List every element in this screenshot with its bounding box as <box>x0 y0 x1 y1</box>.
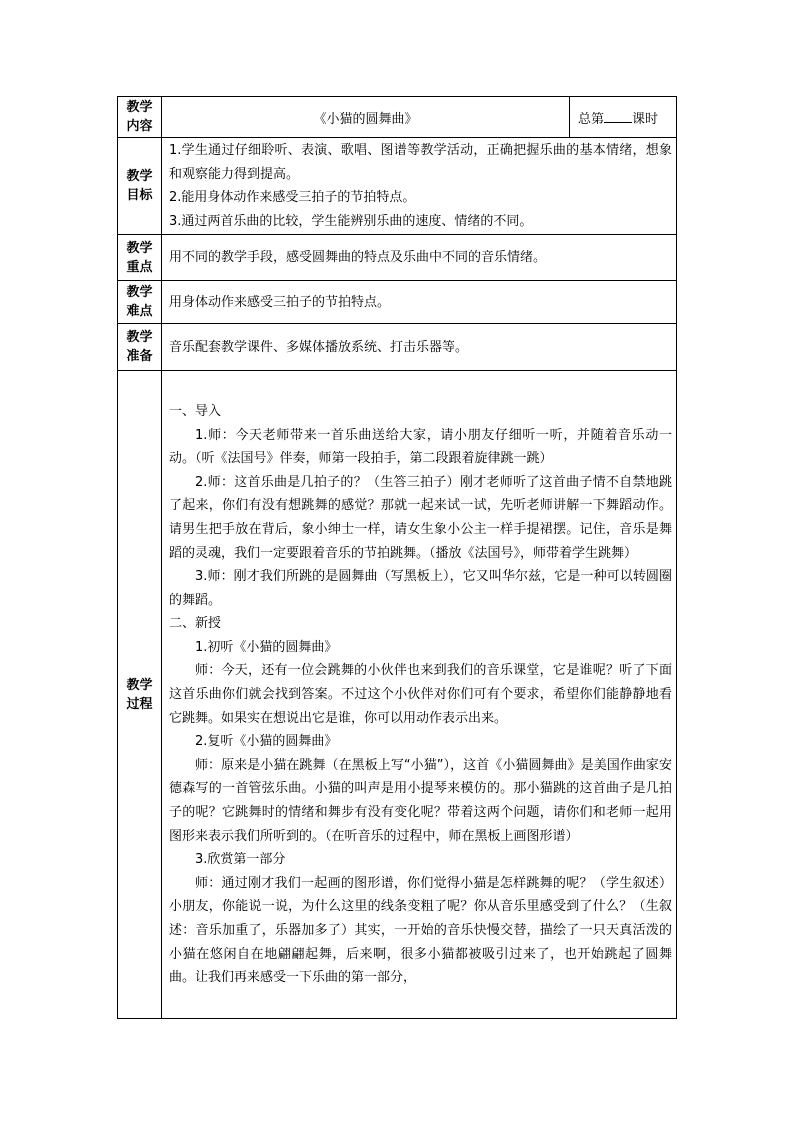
goals-label <box>118 138 162 235</box>
label-line: 准备 <box>126 349 153 365</box>
process-content <box>162 371 677 1019</box>
label-line: 过程 <box>126 696 153 712</box>
key-row <box>118 235 677 281</box>
goals-content <box>162 138 677 235</box>
process-paragraph: 师：今天，还有一位会跳舞的小伙伴也来到我们的音乐课堂，它是谁呢？听了下面这首乐曲你们就会找到答案。不过这个小伙伴对你们可有个要求，希望你们能静静地看它跳舞。如果实在想说出它是谁，你可以用动作表示出来。 <box>169 663 672 726</box>
prep-label <box>118 324 162 371</box>
label-line: 目标 <box>126 188 153 204</box>
process-paragraph: 3.欣赏第一部分 <box>195 852 286 868</box>
goal-item: 1.学生通过仔细聆听、表演、歌唱、图谱等教学活动，正确把握乐曲的基本情绪，想象和观察能力得到提高。 <box>169 143 672 182</box>
key-label <box>118 235 162 281</box>
process-paragraph: 师：通过刚才我们一起画的图形谱，你们觉得小猫是怎样跳舞的呢？（学生叙述）小朋友，你能说一说，为什么这里的线条变粗了呢？你从音乐里感受到了什么？（生叙述：音乐加重了，乐器加多了）其实，一开始的音乐快慢交替，描绘了一只天真活泼的小猫在悠闲自在地翩翩起舞，后来啊，很多小猫都被吸引过来了，也开始跳起了圆舞曲。让我们再来感受一下乐曲的第一部分， <box>169 875 672 986</box>
process-paragraph: 2.师：这首乐曲是几拍子的？（生答三拍子）刚才老师听了这首曲子情不自禁地跳了起来，你们有没有想跳舞的感觉？那就一起来试一试，先听老师讲解一下舞蹈动作。请男生把手放在背后，象小绅士一样，请女生象小公主一样手提裙摆。记住，音乐是舞蹈的灵魂，我们一定要跟着音乐的节拍跳舞。（播放《法国号》，师带着学生跳舞） <box>169 474 672 561</box>
difficulty-content: 用身体动作来感受三拍子的节拍特点。 <box>162 281 677 324</box>
process-paragraph: 师：原来是小猫在跳舞（在黑板上写“小猫”），这首《小猫圆舞曲》是美国作曲家安德森写的一首管弦乐曲。小猫的叫声是用小提琴来模仿的。那小猫跳的这首曲子是几拍子的呢？它跳舞时的情绪和舞步有没有变化呢？带着这两个问题，请你们和老师一起用图形来表示我们所听到的。（在听音乐的过程中，师在黑板上画图形谱） <box>169 757 672 844</box>
label-line: 教学 <box>126 240 153 256</box>
label-line: 难点 <box>126 304 153 320</box>
process-paragraph: 2.复听《小猫的圆舞曲》 <box>195 734 338 750</box>
difficulty-label <box>118 281 162 324</box>
label-line: 重点 <box>126 259 153 275</box>
period-cell <box>570 97 677 138</box>
process-paragraph: 1.初听《小猫的圆舞曲》 <box>195 639 338 655</box>
content-row <box>118 97 677 138</box>
period-suffix: 课时 <box>632 111 659 127</box>
goals-row <box>118 138 677 235</box>
key-content: 用不同的教学手段，感受圆舞曲的特点及乐曲中不同的音乐情绪。 <box>162 235 677 281</box>
lesson-title: 《小猫的圆舞曲》 <box>162 97 570 138</box>
period-prefix: 总第 <box>578 111 605 127</box>
process-paragraph: 3.师：刚才我们所跳的是圆舞曲（写黑板上），它又叫华尔兹，它是一种可以转圆圈的舞蹈。 <box>169 569 672 608</box>
label-line: 教学 <box>126 169 153 185</box>
prep-content: 音乐配套教学课件、多媒体播放系统、打击乐器等。 <box>162 324 677 371</box>
label-line: 教学 <box>126 285 153 301</box>
lesson-plan-table <box>117 96 677 1019</box>
period-blank <box>604 111 632 123</box>
prep-row <box>118 324 677 371</box>
label-line: 教学 <box>126 100 153 115</box>
process-paragraph: 二、新授 <box>169 616 222 632</box>
process-row <box>118 371 677 1019</box>
difficulty-row <box>118 281 677 324</box>
goal-item: 2.能用身体动作来感受三拍子的节拍特点。 <box>169 190 416 206</box>
process-label <box>118 371 162 1019</box>
content-label <box>118 97 162 138</box>
process-paragraph: 1.师：今天老师带来一首乐曲送给大家，请小朋友仔细听一听，并随着音乐动一动。（听《法国号》伴奏，师第一段拍手，第二段跟着旋律跳一跳） <box>169 427 672 467</box>
label-line: 内容 <box>126 119 153 134</box>
process-paragraph: 一、导入 <box>169 403 222 419</box>
label-line: 教学 <box>126 330 153 346</box>
goal-item: 3.通过两首乐曲的比较，学生能辨别乐曲的速度、情绪的不同。 <box>169 213 533 229</box>
label-line: 教学 <box>126 677 153 693</box>
